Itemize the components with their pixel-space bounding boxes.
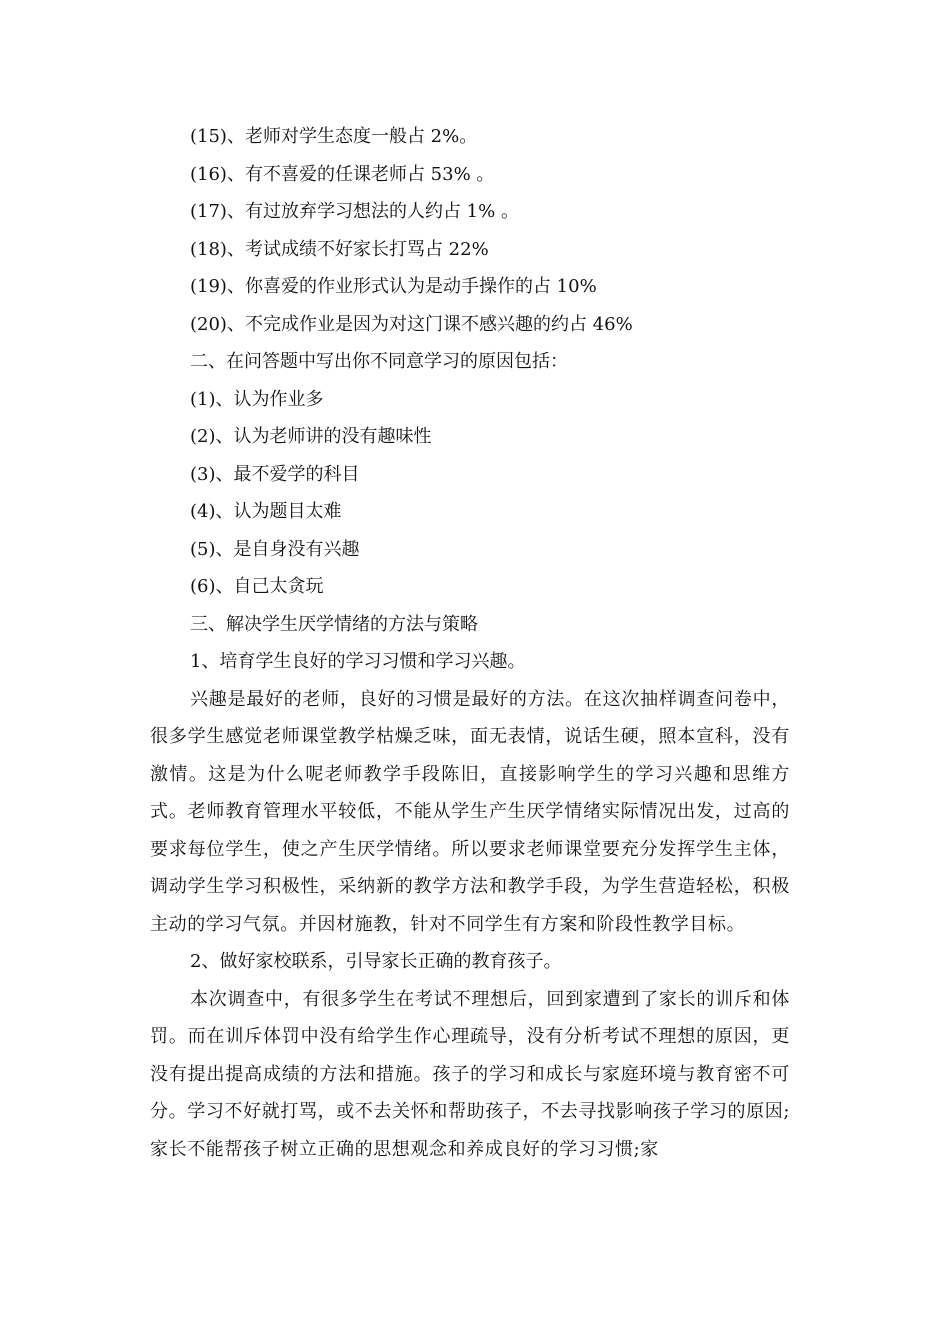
- section-heading-2: 二、在问答题中写出你不同意学习的原因包括：: [190, 351, 568, 372]
- list-item: (2)、认为老师讲的没有趣味性: [190, 426, 432, 447]
- list-item: (5)、是自身没有兴趣: [190, 538, 360, 560]
- body-paragraph-2: 本次调查中，有很多学生在考试不理想后，回到家遭到了家长的训斥和体罚。而在训斥体罚中没有给学生作心理疏导，没有分析考试不理想的原因，更没有提出提高成绩的方法和措施。孩子的学习和成长与家庭环境与教育密不可分。学习不好就打骂，或不去关怀和帮助孩子，不去寻找影响孩子学习的原因;家长不能帮孩子树立正确的思想观念和养成良好的学习习惯;家: [150, 988, 790, 1160]
- list-item: (4)、认为题目太难: [190, 501, 342, 522]
- list-item: (15)、老师对学生态度一般占 2%。: [190, 126, 478, 147]
- list-item: (1)、认为作业多: [190, 388, 324, 410]
- subsection-heading-2: 2、做好家校联系，引导家长正确的教育孩子。: [190, 951, 562, 972]
- body-paragraph-1: 兴趣是最好的老师，良好的习惯是最好的方法。在这次抽样调查问卷中，很多学生感觉老师课堂教学枯燥乏味，面无表情，说话生硬，照本宣科，没有激情。这是为什么呢老师教学手段陈旧，直接影响学生的学习兴趣和思维方式。老师教育管理水平较低，不能从学生产生厌学情绪实际情况出发，过高的要求每位学生，使之产生厌学情绪。所以要求老师课堂要充分发挥学生主体，调动学生学习积极性，采纳新的教学方法和教学手段，为学生营造轻松，积极主动的学习气氛。并因材施教，针对不同学生有方案和阶段性教学目标。: [150, 688, 790, 935]
- list-item: (17)、有过放弃学习想法的人约占 1% 。: [190, 201, 519, 222]
- list-item: (6)、自己太贪玩: [190, 576, 324, 597]
- list-item: (16)、有不喜爱的任课老师占 53% 。: [190, 163, 495, 185]
- list-item: (19)、你喜爱的作业形式认为是动手操作的占 10%: [190, 276, 597, 297]
- section-heading-3: 三、解决学生厌学情绪的方法与策略: [190, 613, 478, 635]
- list-item: (18)、考试成绩不好家长打骂占 22%: [190, 238, 489, 260]
- subsection-heading-1: 1、培育学生良好的学习习惯和学习兴趣。: [190, 651, 526, 672]
- list-item: (3)、最不爱学的科目: [190, 463, 360, 485]
- document-page: [150, 118, 790, 1168]
- list-item: (20)、不完成作业是因为对这门课不感兴趣的约占 46%: [190, 313, 633, 335]
